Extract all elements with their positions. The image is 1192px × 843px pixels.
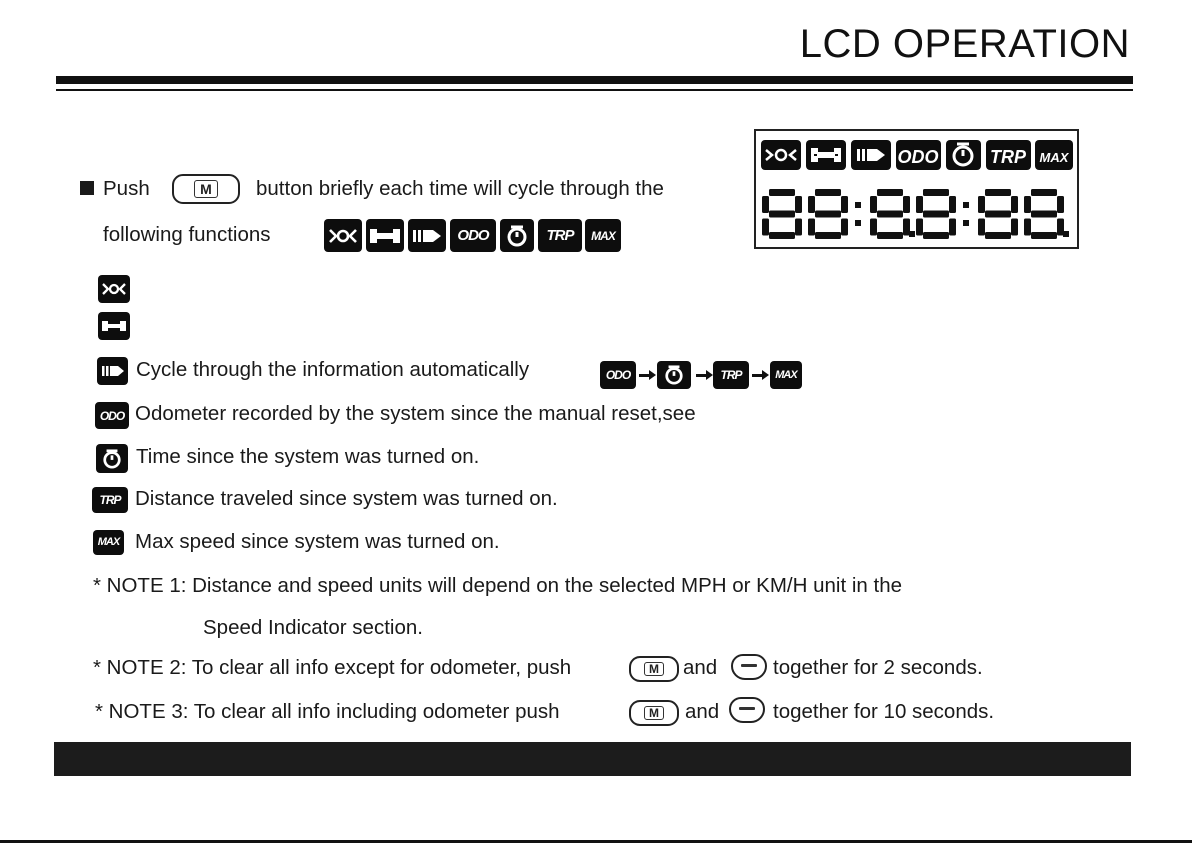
note3-m-button-icon [629,700,679,726]
arrow-right-icon [696,370,713,380]
note2-text: * NOTE 2: To clear all info except for odometer, push [93,656,572,679]
note2-minus-button-icon [731,654,767,680]
trp-icon [538,219,582,252]
list-clock-icon [96,444,128,473]
note2-after-text: together for 2 seconds. [773,656,983,679]
wrench-icon [366,219,404,252]
list-auto-cycle-icon [97,357,128,385]
list-max-icon [93,530,124,555]
odo-icon [450,219,496,252]
page-title: LCD OPERATION [799,22,1130,66]
lcd-trp-label: TRP [990,147,1026,167]
list-max-label: MAX [97,536,120,548]
lcd-display [754,129,1079,249]
auto-cycle-icon [408,219,446,252]
max-icon [585,219,621,252]
intro-line2-text: following functions [103,223,271,246]
note3-and-text: and [685,700,720,723]
item-max-speed-text: Max speed since system was turned on. [135,530,500,553]
lcd-segments-illustration [756,131,1077,247]
note3-m-button-label: M [644,706,664,720]
list-odo-icon [95,402,129,429]
intro-line1-text: button briefly each time will cycle through the [256,177,664,200]
list-odo-label: ODO [99,408,125,423]
trp-icon-label: TRP [546,227,574,244]
item-odometer-text: Odometer recorded by the system since the manual reset,see [135,402,696,425]
item-auto-cycle-text: Cycle through the information automatically [136,358,530,381]
arrow-right-icon [639,370,656,380]
header-rule-thin [56,89,1133,91]
cycle-sequence [600,361,810,391]
item-time-text: Time since the system was turned on. [136,445,480,468]
arrow-right-icon [752,370,769,380]
lcd-max-label: MAX [1039,150,1069,165]
seq-odo-icon [600,361,636,389]
header-rule-thick [56,76,1133,84]
intro-push-text: Push [103,177,150,200]
list-trp-label: TRP [99,493,121,507]
note3-after-text: together for 10 seconds. [773,700,995,723]
seq-trp-label: TRP [720,368,742,382]
note3-text: * NOTE 3: To clear all info including odometer push [95,700,560,723]
footer-bar [54,742,1131,776]
seq-odo-label: ODO [605,368,631,382]
note1-line2: Speed Indicator section. [203,616,423,639]
note1-line1: * NOTE 1: Distance and speed units will depend on the selected MPH or KM/H unit in the [93,574,903,597]
note3-minus-button-icon [729,697,765,723]
seq-clock-icon [657,361,691,389]
clock-icon [500,219,534,252]
sensor-icon [324,219,362,252]
list-trp-icon [92,487,128,513]
m-button-label: M [194,180,218,198]
list-wrench-icon [98,312,130,340]
max-icon-label: MAX [591,228,615,243]
seq-trp-icon [713,361,749,389]
note2-m-button-label: M [644,662,664,676]
bullet-square [80,181,94,195]
lcd-odo-label: ODO [897,147,939,167]
item-distance-text: Distance traveled since system was turned on. [135,487,558,510]
function-icons-row [324,219,624,253]
m-button-icon [172,174,240,204]
note2-and-text: and [683,656,718,679]
seq-max-label: MAX [775,368,797,381]
note2-m-button-icon [629,656,679,682]
list-sensor-icon [98,275,130,303]
odo-icon-label: ODO [457,227,489,244]
seq-max-icon [770,361,802,389]
